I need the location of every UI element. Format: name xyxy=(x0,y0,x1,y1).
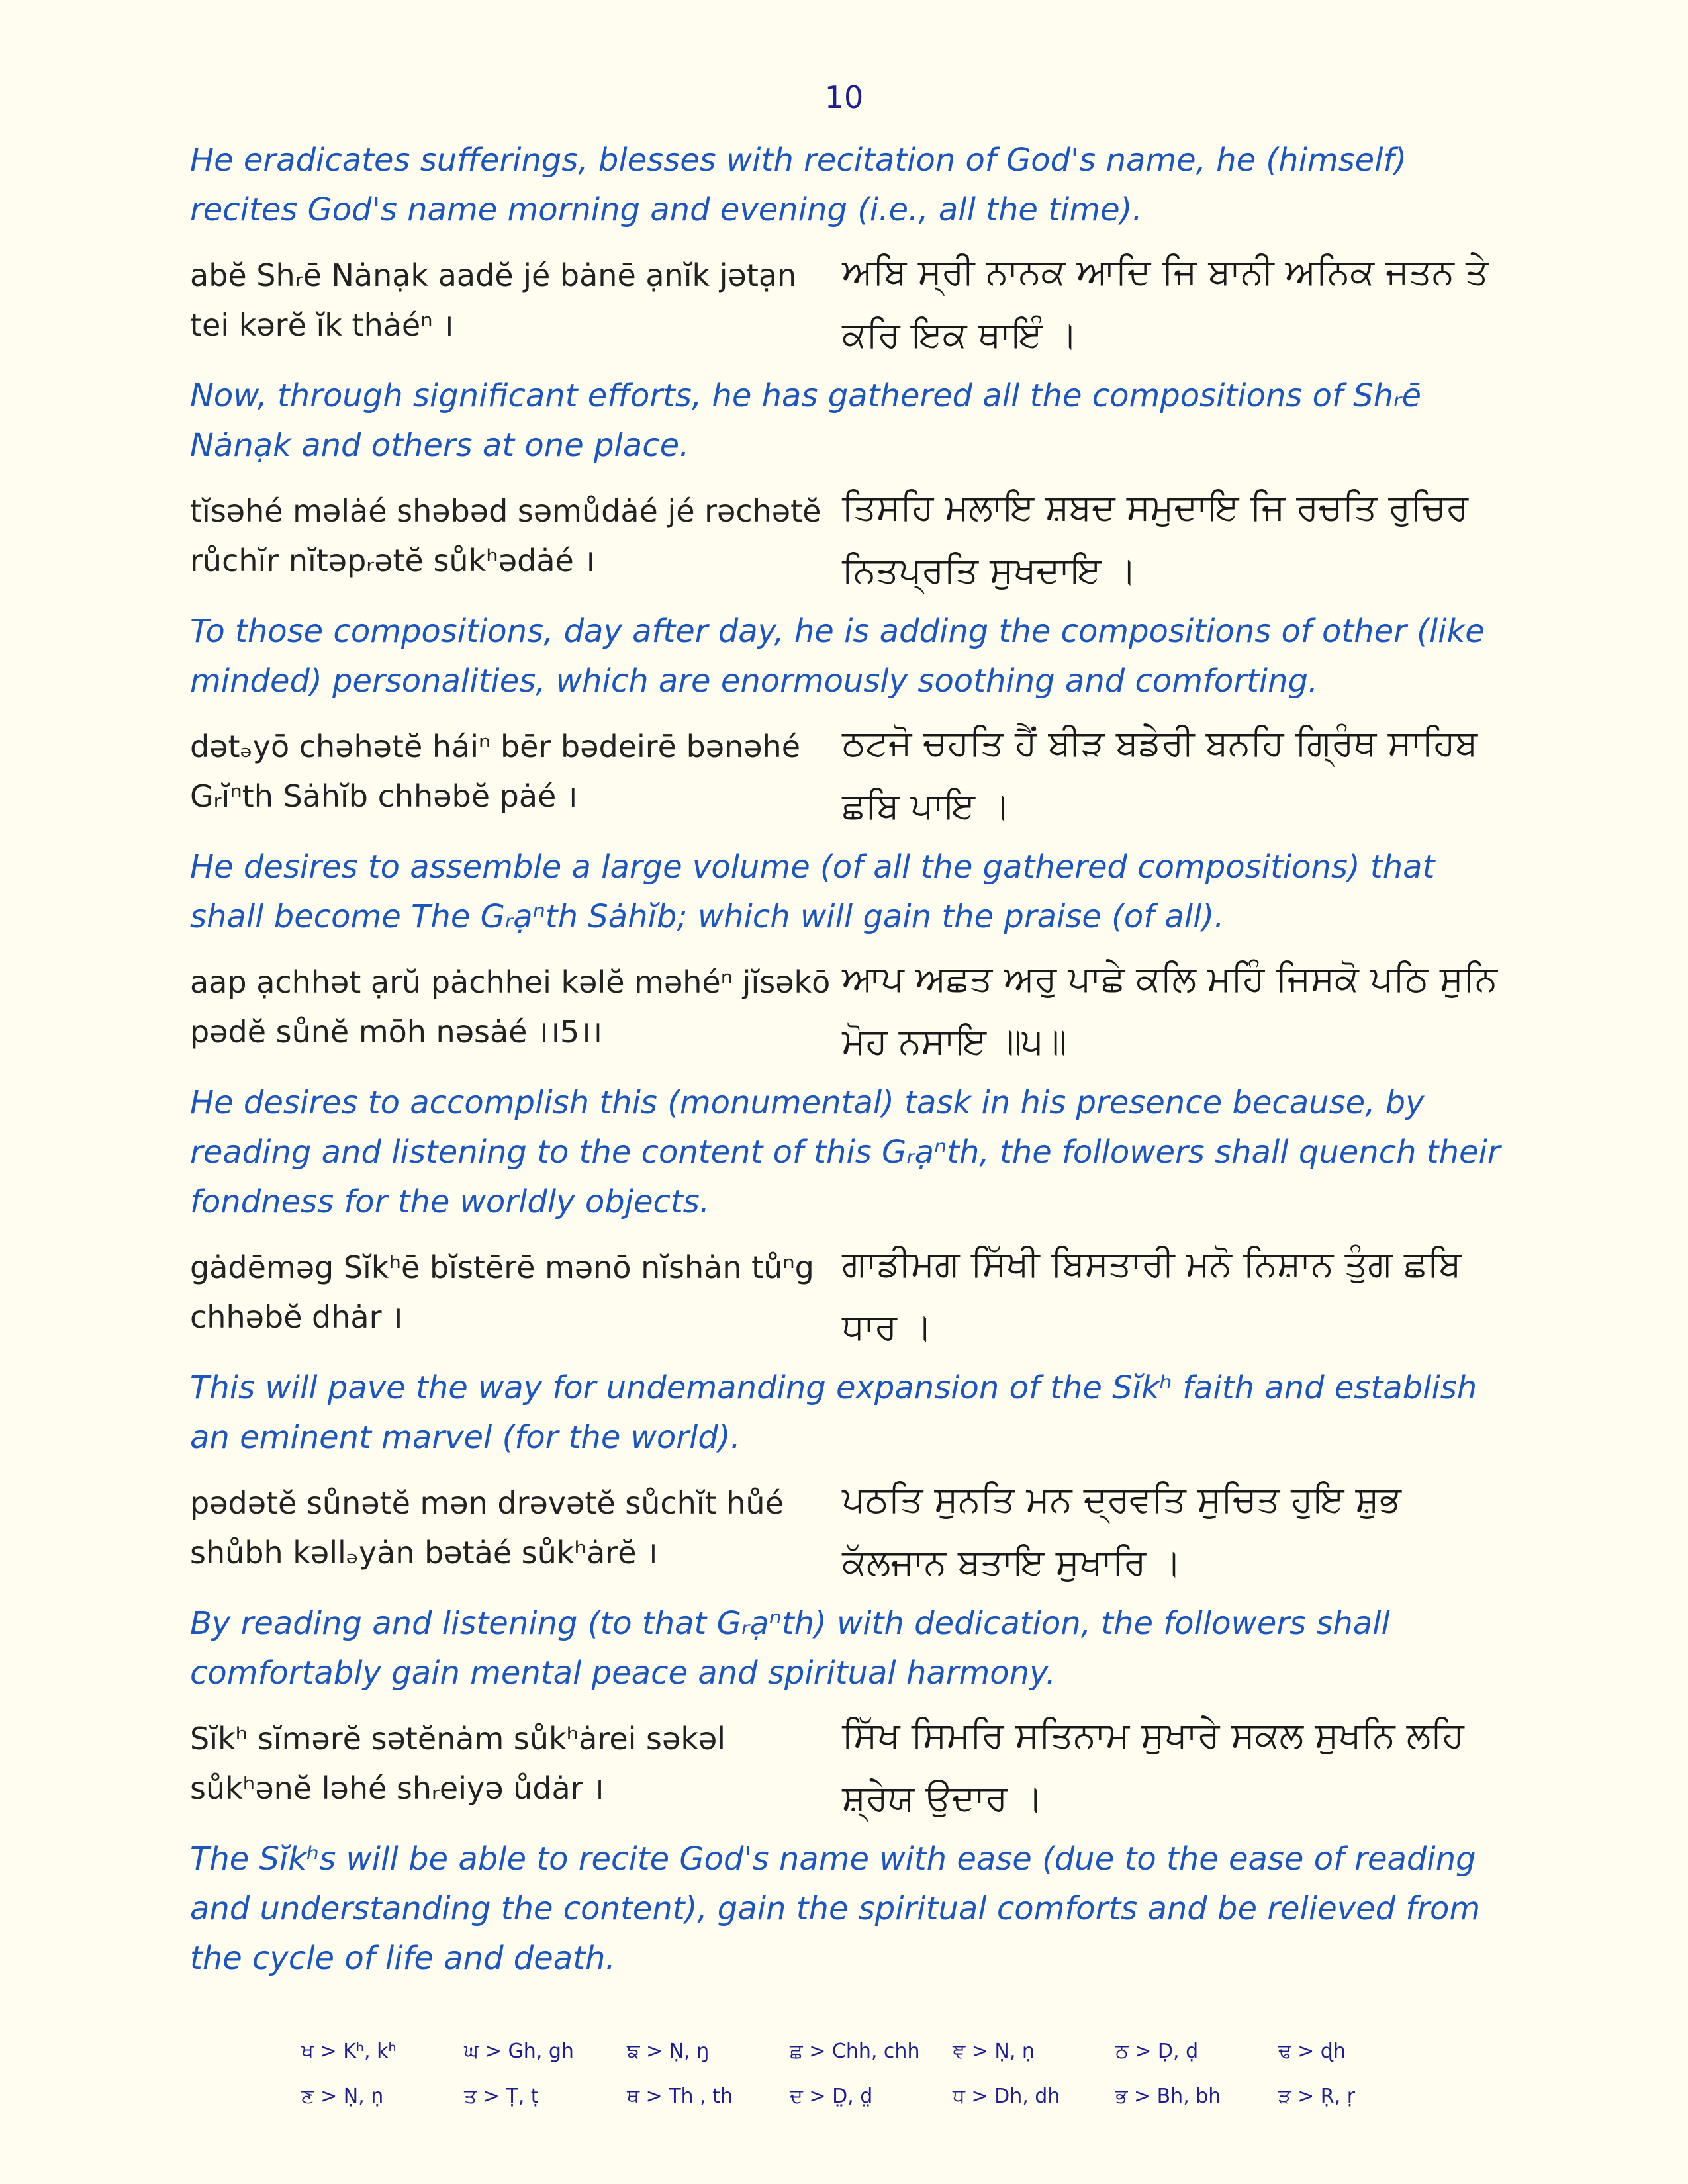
gurmukhi-3: ਤਿਸਹਿ ਮਲਾਇ ਸ਼ਬਦ ਸਮੁਦਾਇ ਜਿ ਰਚਤਿ ਰੁਚਿਰ ਨਿਤਪ੍ਰਤਿ ਸੁਖਦਾਇ । xyxy=(842,486,1469,591)
transliteration-8: Sĭkʰ sĭmərĕ sətĕnȧm sůkʰȧrei səkəl sůkʰənĕ ləhé shᵣeiyə ůdȧr । xyxy=(190,1721,726,1806)
legend-entry: ਭ > Bh, bh xyxy=(1115,2084,1221,2108)
legend-entry: ਣ > Ṇ, ṇ xyxy=(301,2084,384,2108)
gurmukhi-2: ਅਬਿ ਸ੍ਰੀ ਨਾਨਕ ਆਦਿ ਜਿ ਬਾਨੀ ਅਨਿਕ ਜਤਨ ਤੇ ਕਰਿ ਇਕ ਥਾਇੰ । xyxy=(842,251,1489,355)
verse-8 xyxy=(190,1704,1514,1829)
legend-entry: ਖ > Kʰ, kʰ xyxy=(301,2039,397,2063)
translation-6: This will pave the way for undemanding expansion of the Sĭkʰ faith and establish an eminent marvel (for the world). xyxy=(190,1369,1477,1456)
transliteration-3: tĭsəhé məlȧé shəbəd səmůdȧé jé rəchətĕ růchĭr nĭtəpᵣətĕ sůkʰədȧé । xyxy=(190,493,821,578)
transliteration-4: dətₔyō chəhətĕ háiⁿ bēr bədeirē bənəhé Gᵣĭⁿth Sȧhĭb chhəbĕ pȧé । xyxy=(190,729,800,814)
gurmukhi-7: ਪਠਤਿ ਸੁਨਤਿ ਮਨ ਦ੍ਰਵਤਿ ਸੁਚਿਤ ਹੁਇ ਸ਼ੁਭ ਕੱਲਜਾਨ ਬਤਾਇ ਸੁਖਾਰਿ । xyxy=(842,1479,1401,1583)
verse-3 xyxy=(190,476,1514,602)
gurmukhi-8: ਸਿੱਖ ਸਿਮਰਿ ਸਤਿਨਾਮ ਸੁਖਾਰੇ ਸਕਲ ਸੁਖਨਿ ਲਹਿ ਸ਼੍ਰੇਯ ਉਦਾਰ । xyxy=(842,1714,1464,1819)
legend-row-2 xyxy=(301,2073,1493,2118)
legend-row-1 xyxy=(301,2028,1493,2073)
legend-entry: ਤ > Ṭ, ṭ xyxy=(464,2084,539,2108)
translation-4: He desires to assemble a large volume (of all the gathered compositions) that shall become The Gᵣạⁿth Sȧhĭb; which will gain the praise (of all). xyxy=(190,848,1435,935)
verse-2 xyxy=(190,240,1514,366)
translation-5: He desires to accomplish this (monumental) task in his presence because, by reading and listening to the content of this Gᵣạⁿth, the followers shall quench their fondness for the worldly objects. xyxy=(190,1084,1501,1220)
translation-1: He eradicates sufferings, blesses with recitation of God's name, he (himself) recites God's name morning and evening (i.e., all the time). xyxy=(190,142,1407,228)
legend-entry: ਛ > Chh, chh xyxy=(790,2039,920,2063)
transliteration-6: gȧdēməg Sĭkʰē bĭstērē mənō nĭshȧn tůⁿg chhəbĕ dhȧr । xyxy=(190,1250,814,1335)
transliteration-5: aap ạchhət ạrŭ pȧchhei kəlĕ məhéⁿ jĭsəkō pədĕ sůnĕ mōh nəsȧé ।।5।। xyxy=(190,964,831,1050)
document-body xyxy=(190,136,1514,1989)
translation-8: The Sĭkʰs will be able to recite God's name with ease (due to the ease of reading and understanding the content), gain the spiritual comforts and be relieved from the cycle of life and death. xyxy=(190,1841,1481,1977)
legend-entry: ਢ > ɖh xyxy=(1278,2039,1346,2063)
legend-entry: ਞ > Ṇ, ṇ xyxy=(953,2039,1035,2063)
verse-7 xyxy=(190,1468,1514,1594)
legend-entry: ਘ > Gh, gh xyxy=(464,2039,574,2063)
verse-5 xyxy=(190,947,1514,1073)
legend-entry: ਙ > Ṇ, ŋ xyxy=(627,2039,710,2063)
legend-entry: ੜ > Ṛ, ṛ xyxy=(1278,2084,1356,2108)
translation-2: Now, through significant efforts, he has gathered all the compositions of Shᵣē Nȧnạk and others at one place. xyxy=(190,377,1421,464)
gurmukhi-4: ਠਟਜੋ ਚਹਤਿ ਹੈਂ ਬੀੜ ਬਡੇਰੀ ਬਨਹਿ ਗ੍ਰਿੰਥ ਸਾਹਿਬ ਛਬਿ ਪਾਇ । xyxy=(842,722,1478,827)
translation-7: By reading and listening (to that Gᵣạⁿth) with dedication, the followers shall comfortably gain mental peace and spiritual harmony. xyxy=(190,1605,1390,1692)
verse-6 xyxy=(190,1232,1514,1358)
legend-entry: ਦ > D̤, d̤ xyxy=(790,2084,873,2108)
legend-entry: ਠ > Ḍ, ḍ xyxy=(1115,2039,1199,2063)
transliteration-7: pədətĕ sůnətĕ mən drəvətĕ sůchĭt hůé shůbh kəllₔyȧn bətȧé sůkʰȧrĕ । xyxy=(190,1485,784,1570)
transliteration-legend xyxy=(301,2028,1493,2118)
gurmukhi-6: ਗਾਡੀਮਗ ਸਿੱਖੀ ਬਿਸਤਾਰੀ ਮਨੋ ਨਿਸ਼ਾਨ ਤੁੰਗ ਛਬਿ ਧਾਰ । xyxy=(842,1243,1462,1347)
page-number: 10 xyxy=(824,79,864,115)
translation-3: To those compositions, day after day, he is adding the compositions of other (like minded) personalities, which are enormously soothing and comforting. xyxy=(190,613,1485,700)
legend-entry: ਧ > Dh, dh xyxy=(953,2084,1060,2108)
verse-4 xyxy=(190,711,1514,837)
gurmukhi-5: ਆਪ ਅਛਤ ਅਰੁ ਪਾਛੇ ਕਲਿ ਮਹਿੰ ਜਿਸਕੋ ਪਠਿ ਸੁਨਿ ਮੋਹ ਨਸਾਇ ॥੫॥ xyxy=(842,958,1497,1062)
transliteration-2: abĕ Shᵣē Nȧnạk aadĕ jé bȧnē ạnĭk jətạn tei kərĕ ĭk thȧéⁿ । xyxy=(190,257,797,343)
legend-entry: ਥ > Th , th xyxy=(627,2084,733,2108)
